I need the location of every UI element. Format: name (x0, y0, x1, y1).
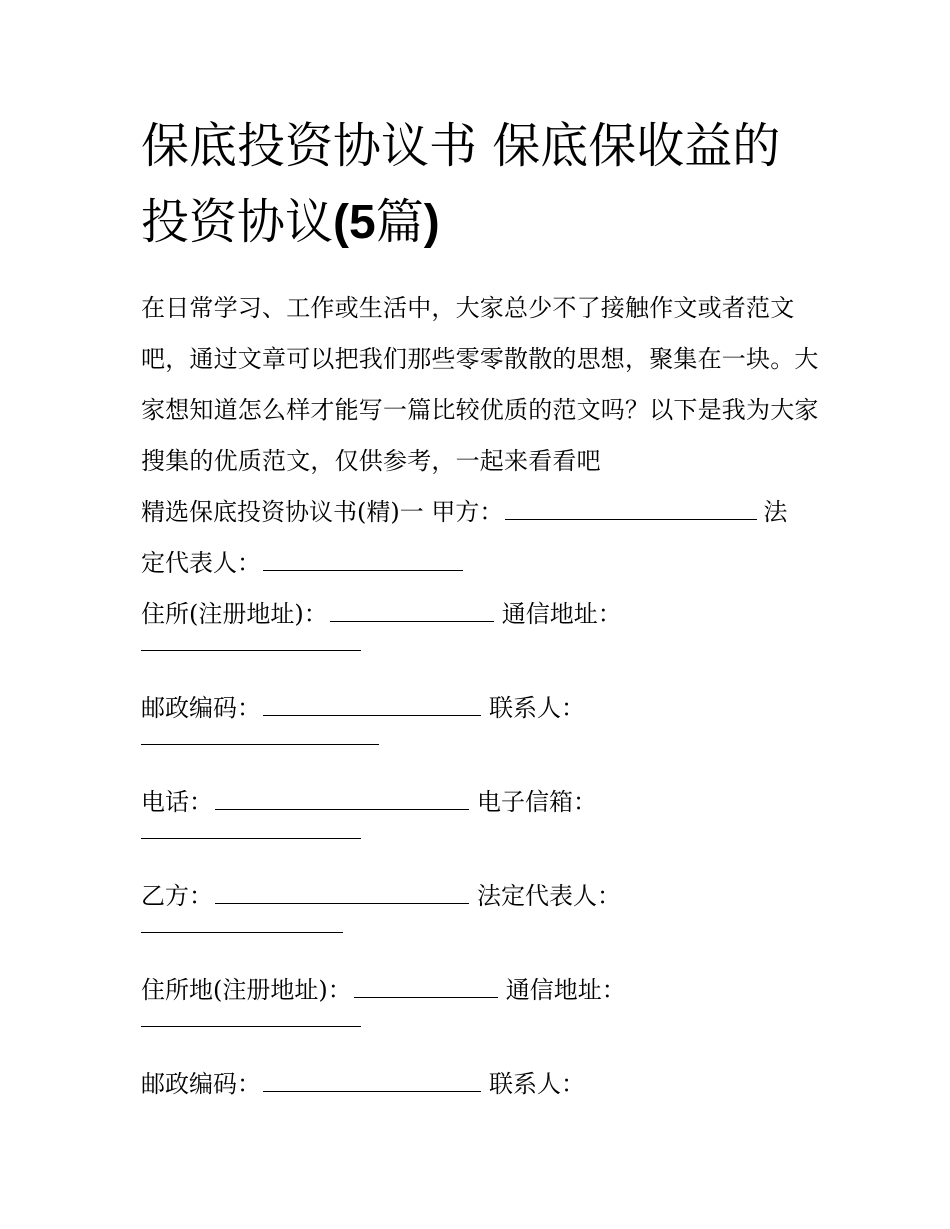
email-a-label: 电子信箱： (477, 788, 597, 816)
contact-b-label: 联系人： (489, 1070, 585, 1098)
address-a-label: 住所(注册地址)： (141, 600, 328, 628)
party-b-label: 乙方： (141, 882, 213, 910)
postcode-a-blank (263, 697, 481, 716)
form-line-postcode-a (141, 683, 831, 734)
contact-a-label: 联系人： (489, 694, 585, 722)
comm-address-b-label: 通信地址： (505, 976, 626, 1004)
comm-address-a-blank (141, 650, 361, 651)
legal-rep-b-blank (141, 932, 343, 933)
form-line-phone-a (141, 777, 831, 828)
document-page (141, 108, 831, 1110)
title-line-2-part-2: (5 (333, 196, 376, 249)
legal-rep-a-blank (263, 552, 463, 571)
comm-address-b-row (141, 1016, 831, 1059)
title-line-1: 保底投资协议书 保底保收益的 (141, 118, 781, 174)
title-line-2-part-3: 篇 (375, 194, 424, 250)
legal-rep-b-row (141, 922, 831, 965)
intro-paragraph: 在日常学习、工作或生活中，大家总少不了接触作文或者范文吧，通过文章可以把我们那些零零散散的思想，聚集在一块。大家想知道怎么样才能写一篇比较优质的范文吗？以下是我为大家搜集的优质范文，仅供参考，一起来看看吧 (141, 294, 819, 475)
title-line-2-part-4: ) (423, 196, 440, 249)
form-line-party-a (141, 487, 831, 538)
address-b-blank (354, 979, 498, 998)
legal-rep-suffix: 法 (763, 498, 788, 526)
postcode-b-label: 邮政编码： (141, 1070, 261, 1098)
postcode-a-label: 邮政编码： (141, 694, 261, 722)
address-b-label: 住所地(注册地址)： (141, 976, 352, 1004)
comm-address-b-blank (141, 1026, 361, 1027)
form-line-postcode-b (141, 1059, 831, 1110)
comm-address-a-label: 通信地址： (501, 600, 622, 628)
party-b-blank (215, 885, 469, 904)
contact-a-blank (141, 744, 379, 745)
comm-address-a-row (141, 640, 831, 683)
email-a-row (141, 828, 831, 871)
email-a-blank (141, 838, 361, 839)
postcode-b-blank (263, 1073, 481, 1092)
legal-rep-b-label: 法定代表人： (477, 882, 621, 910)
document-title (141, 108, 831, 261)
phone-a-blank (215, 791, 469, 810)
form-line-legal-rep-a (141, 538, 831, 589)
party-a-blank (505, 501, 757, 520)
phone-a-label: 电话： (141, 788, 213, 816)
title-line-2-part-1: 投资协议 (141, 194, 334, 250)
form-line-address-b (141, 965, 831, 1016)
agreement-form (141, 487, 831, 1110)
legal-rep-a-label: 定代表人： (141, 549, 261, 577)
address-a-blank (330, 603, 494, 622)
party-a-label: 精选保底投资协议书(精)一 甲方： (141, 498, 504, 526)
contact-a-row (141, 734, 831, 777)
form-line-party-b (141, 871, 831, 922)
form-line-address-a (141, 589, 831, 640)
